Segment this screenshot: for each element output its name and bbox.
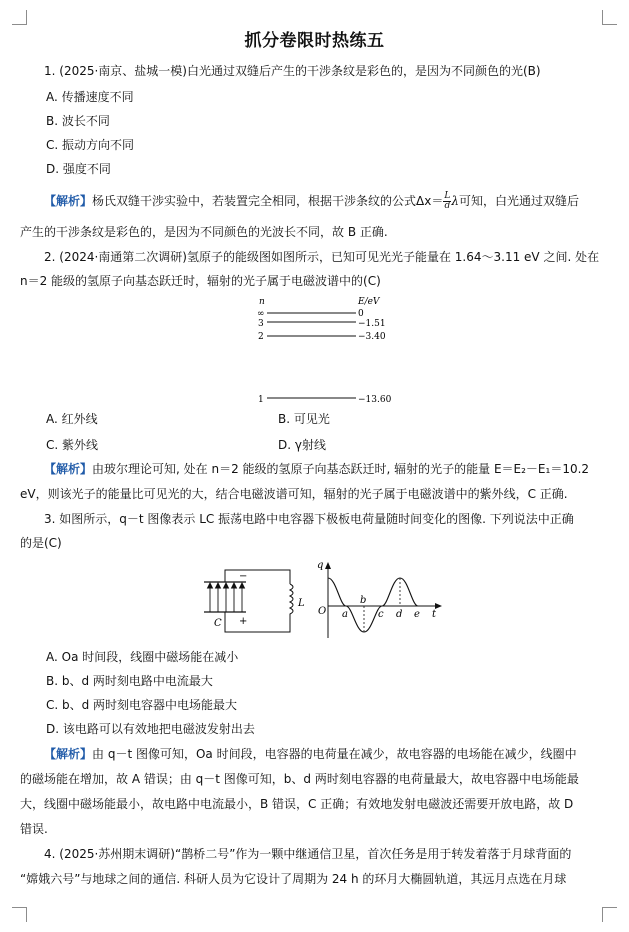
corner-mark-top-right: [602, 10, 617, 25]
level-e-3: −1.51: [358, 319, 386, 329]
inductor-label: L: [298, 598, 305, 609]
q-axis-label: q: [317, 560, 324, 571]
corner-mark-bottom-right: [602, 907, 617, 922]
level-e-inf: 0: [358, 309, 364, 319]
q2-option-c: C. 紫外线: [46, 438, 99, 452]
page-title: 抓分卷限时热练五: [244, 31, 385, 51]
level-n-2: 2: [258, 332, 264, 342]
q2-option-d: D. γ射线: [278, 438, 326, 452]
q3-stem-line2: 的是(C): [20, 536, 62, 550]
q1-formula-fraction: $\frac{L}{d}$: [444, 191, 451, 211]
level-n-1: 1: [258, 395, 264, 405]
corner-mark-top-left: [12, 10, 27, 25]
q3-analysis-tag: 【解析】: [44, 747, 93, 761]
q-t-graph: [314, 558, 444, 642]
origin-label: O: [318, 606, 327, 617]
t-axis-label: t: [432, 609, 437, 620]
point-b-label: b: [360, 595, 367, 606]
q3-analysis-line3: 大，线圈中磁场能最小，故电路中电流最小，B 错误，C 正确；有效地发射电磁波还需要开放电路，故 D: [20, 797, 574, 811]
q2-analysis-tag: 【解析】: [44, 462, 93, 476]
minus-sign: −: [239, 571, 248, 582]
q2-analysis-line1: 【解析】由玻尔理论可知, 处在 n＝2 能级的氢原子向基态跃迁时, 辐射的光子的能量 E＝E₂－E₁＝10.2: [44, 462, 590, 476]
lc-circuit-diagram: [196, 566, 308, 640]
q2-option-a: A. 红外线: [46, 412, 98, 426]
q1-analysis-line1: 【解析】杨氏双缝干涉实验中，若装置完全相同，根据干涉条纹的公式Δx＝ $\frac{L}{d}$ λ可知，白光通过双缝后: [44, 191, 579, 211]
level-e-1: −13.60: [358, 395, 392, 405]
q1-analysis-line2: 产生的干涉条纹是彩色的，是因为不同颜色的光波长不同，故 B 正确.: [20, 225, 388, 239]
q1-analysis-tag: 【解析】: [44, 194, 93, 208]
q3-option-d: D. 该电路可以有效地把电磁波发射出去: [46, 722, 255, 736]
q1-stem: 1. (2025·南京、盐城一模)白光通过双缝后产生的干涉条纹是彩色的，是因为不同颜色的光(B): [44, 64, 541, 78]
level-e-2: −3.40: [358, 332, 386, 342]
q3-option-c: C. b、d 两时刻电容器中电场能最大: [46, 698, 238, 712]
corner-mark-bottom-left: [12, 907, 27, 922]
q3-option-b: B. b、d 两时刻电路中电流最大: [46, 674, 213, 688]
q2-option-b: B. 可见光: [278, 412, 330, 426]
q1-option-d: D. 强度不同: [46, 162, 111, 176]
q1-option-a: A. 传播速度不同: [46, 90, 134, 104]
energy-level-diagram: [250, 292, 410, 410]
plus-sign: +: [239, 616, 248, 627]
q3-stem-line1: 3. 如图所示，q－t 图像表示 LC 振荡电路中电容器下极板电荷量随时间变化的图像. 下列说法中正确: [44, 512, 574, 526]
q4-stem-line1: 4. (2025·苏州期末调研)“鹊桥二号”作为一颗中继通信卫星，首次任务是用于转发着落于月球背面的: [44, 847, 572, 861]
q2-analysis-line2: eV，则该光子的能量比可见光的大，结合电磁波谱可知，辐射的光子属于电磁波谱中的紫外线，C 正确.: [20, 487, 568, 501]
level-n-inf: ∞: [257, 309, 265, 319]
point-c-label: c: [378, 609, 384, 620]
point-d-label: d: [396, 609, 403, 620]
q1-option-b: B. 波长不同: [46, 114, 110, 128]
q3-analysis-line1: 【解析】由 q－t 图像可知，Oa 时间段，电容器的电荷量在减少，故电容器的电场能在减少，线圈中: [44, 747, 577, 761]
e-axis-label: E/eV: [358, 297, 380, 307]
q-t-curve: [328, 578, 418, 632]
q3-analysis-line4: 错误.: [20, 822, 48, 836]
q4-stem-line2: “嫦娥六号”与地球之间的通信. 科研人员为它设计了周期为 24 h 的环月大椭圆轨道，其远月点选在月球: [20, 872, 567, 886]
point-e-label: e: [414, 609, 420, 620]
n-axis-label: n: [259, 297, 265, 307]
point-a-label: a: [342, 609, 348, 620]
q2-stem-line1: 2. (2024·南通第二次调研)氢原子的能级图如图所示，已知可见光光子能量在 1.64～3.11 eV 之间. 处在: [44, 250, 600, 264]
capacitor-label: C: [214, 618, 222, 629]
level-n-3: 3: [258, 319, 264, 329]
q1-option-c: C. 振动方向不同: [46, 138, 135, 152]
q3-option-a: A. Oa 时间段，线圈中磁场能在减小: [46, 650, 239, 664]
q3-analysis-line2: 的磁场能在增加，故 A 错误；由 q－t 图像可知，b、d 两时刻电容器的电荷量最大，故电容器中电场能最: [20, 772, 579, 786]
q2-stem-line2: n＝2 能级的氢原子向基态跃迁时，辐射的光子属于电磁波谱中的(C): [20, 274, 381, 288]
